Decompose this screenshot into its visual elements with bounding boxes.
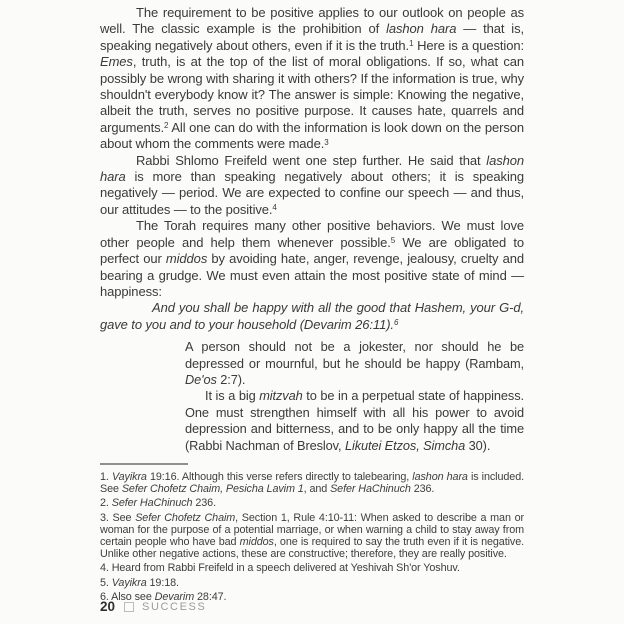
inset-quote-1: A person should not be a jokester, nor should he be depressed or mournful, but he should be happy (Rambam, De'os 2:7). [185, 339, 524, 387]
page-footer [100, 599, 206, 614]
page-number: 20 [100, 599, 116, 614]
footnote-1: 1. Vayikra 19:16. Although this verse refers directly to talebearing, lashon hara is included. See Sefer Chofetz Chaim, Pesicha Lavim 1, and Sefer HaChinuch 236. [100, 470, 524, 496]
inset-quote-2: It is a big mitzvah to be in a perpetual state of happiness. One must strengthen himself with all his power to avoid depression and bitterness, and to be only happy all the time (Rabbi Nachman of Breslov, Likutei Etzos, Simcha 30). [185, 388, 524, 453]
scripture-quote: And you shall be happy with all the good that Hashem, your G-d, gave to you and to your household (Devarim 26:11).$^6$ [100, 300, 524, 332]
paragraph-3: The Torah requires many other positive behaviors. We must love other people and help them whenever possible.$^5$ We are obligated to perfect our middos by avoiding hate, anger, revenge, jealousy, cruelty and bearing a grudge. We must even attain the most positive state of mind — happiness: [100, 218, 525, 299]
footnote-4: 4. Heard from Rabbi Freifeld in a speech delivered at Yeshivah Sh'or Yoshuv. [100, 562, 460, 575]
footnote-separator [100, 463, 188, 465]
book-title: SUCCESS [142, 600, 207, 613]
footnote-2: 2. Sefer HaChinuch 236. [100, 497, 216, 510]
footnote-5: 5. Vayikra 19:18. [100, 576, 179, 589]
footnote-3: 3. See Sefer Chofetz Chaim, Section 1, Rule 4:10-11: When asked to describe a man or woman for the purpose of a potential marriage, or when warning a child to stay away from certain people who have bad middos, one is required to say the truth even if it is negative. Unlike other negative actions, these are constructive; therefore, they are really positive. [100, 511, 525, 561]
footnotes-section [100, 463, 524, 603]
footnote-6: 6. Also see Devarim 28:47. [100, 590, 227, 603]
page-body [100, 5, 524, 454]
open-square-icon [124, 602, 134, 612]
paragraph-1: The requirement to be positive applies to our outlook on people as well. The classic example is the prohibition of lashon hara — that is, speaking negatively about others, even if it is the truth.$^1$ Here is a question: Emes, truth, is at the top of the list of moral obligations. If so, what can possibly be wrong with sharing it with others? If the information is true, why shouldn't everybody know it? The answer is simple: Knowing the negative, albeit the truth, serves no positive purpose. It causes hate, quarrels and arguments.$^2$ All one can do with the information is look down on the person about whom the comments were made.$^3$ [100, 5, 525, 152]
paragraph-2: Rabbi Shlomo Freifeld went one step further. He said that lashon hara is more than speaking negatively about others; it is speaking negatively — period. We are expected to confine our speech — and thus, our attitudes — to the positive.$^4$ [100, 152, 524, 217]
